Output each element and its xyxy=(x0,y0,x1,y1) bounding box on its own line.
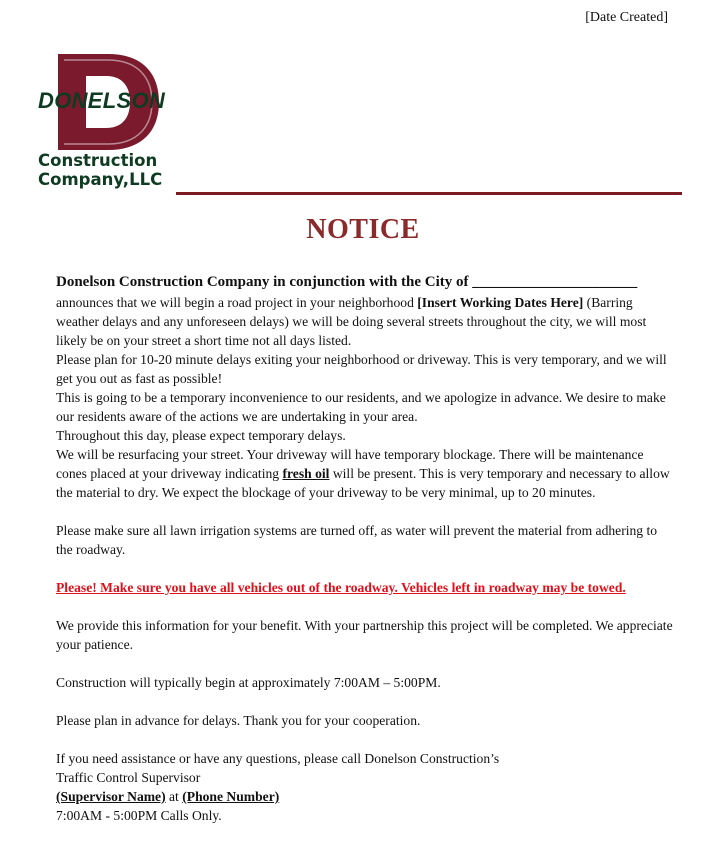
paragraph-inconvenience: This is going to be a temporary inconvenience to our residents, and we apologize in advance. We desire to make our residents aware of the actions we are undertaking in your area. xyxy=(56,390,666,424)
contact-role: Traffic Control Supervisor xyxy=(56,770,201,785)
logo-subtitle-line1: Construction xyxy=(38,151,158,170)
contact-at: at xyxy=(165,789,183,804)
header-divider xyxy=(176,192,682,195)
fresh-oil-text: fresh oil xyxy=(282,466,330,481)
contact-details xyxy=(56,787,674,806)
logo-wordmark: DONELSON xyxy=(38,88,166,113)
paragraph-partnership: We provide this information for your benefit. With your partnership this project will be completed. We appreciate your patience. xyxy=(56,618,673,652)
paragraph-announcement xyxy=(56,293,674,350)
paragraph-expect-delays: Throughout this day, please expect temporary delays. xyxy=(56,428,346,443)
notice-title: NOTICE xyxy=(306,214,420,245)
paragraph-delays: Please plan for 10-20 minute delays exiting your neighborhood or driveway. This is very temporary, and we will get you out as fast as possible! xyxy=(56,352,667,386)
paragraph-plan-ahead: Please plan in advance for delays. Thank you for your cooperation. xyxy=(56,713,421,728)
paragraph-irrigation: Please make sure all lawn irrigation systems are turned off, as water will prevent the material from adhering to the roadway. xyxy=(56,523,658,557)
vehicle-warning: Please! Make sure you have all vehicles out of the roadway. Vehicles left in roadway may be towed. xyxy=(56,580,626,595)
logo-subtitle-line2: Company,LLC xyxy=(38,170,163,189)
company-logo xyxy=(38,52,178,192)
paragraph-resurfacing xyxy=(56,445,674,502)
resurfacing-text-end: will be present. This is very temporary and necessary to allow the material to dry. We expect the blockage of your driveway to be very minimal, up to 20 minutes. xyxy=(56,466,670,500)
call-hours: 7:00AM - 5:00PM Calls Only. xyxy=(56,808,222,823)
paragraph-hours: Construction will typically begin at approximately 7:00AM – 5:00PM. xyxy=(56,675,441,690)
date-created: [Date Created] xyxy=(585,10,668,25)
logo-subtitle xyxy=(38,151,162,189)
contact-line: If you need assistance or have any questions, please call Donelson Construction’s xyxy=(56,751,500,766)
notice-body xyxy=(56,272,674,825)
resurfacing-text-start: We will be resurfacing your street. Your driveway will have temporary blockage. There will be maintenance cones placed at your driveway indicating xyxy=(56,447,644,481)
lead-paragraph: Donelson Construction Company in conjunction with the City of ______________________ xyxy=(56,274,638,290)
phone-number-placeholder: (Phone Number) xyxy=(182,789,280,804)
working-dates-placeholder: [Insert Working Dates Here] xyxy=(417,295,584,310)
supervisor-name-placeholder: (Supervisor Name) xyxy=(56,789,166,804)
announcement-text-end: (Barring weather delays and any unforeseen delays) we will be doing several streets throughout the city, we will most likely be on your street a short time not all days listed. xyxy=(56,295,647,348)
announcement-text-start: announces that we will begin a road project in your neighborhood xyxy=(56,295,418,310)
